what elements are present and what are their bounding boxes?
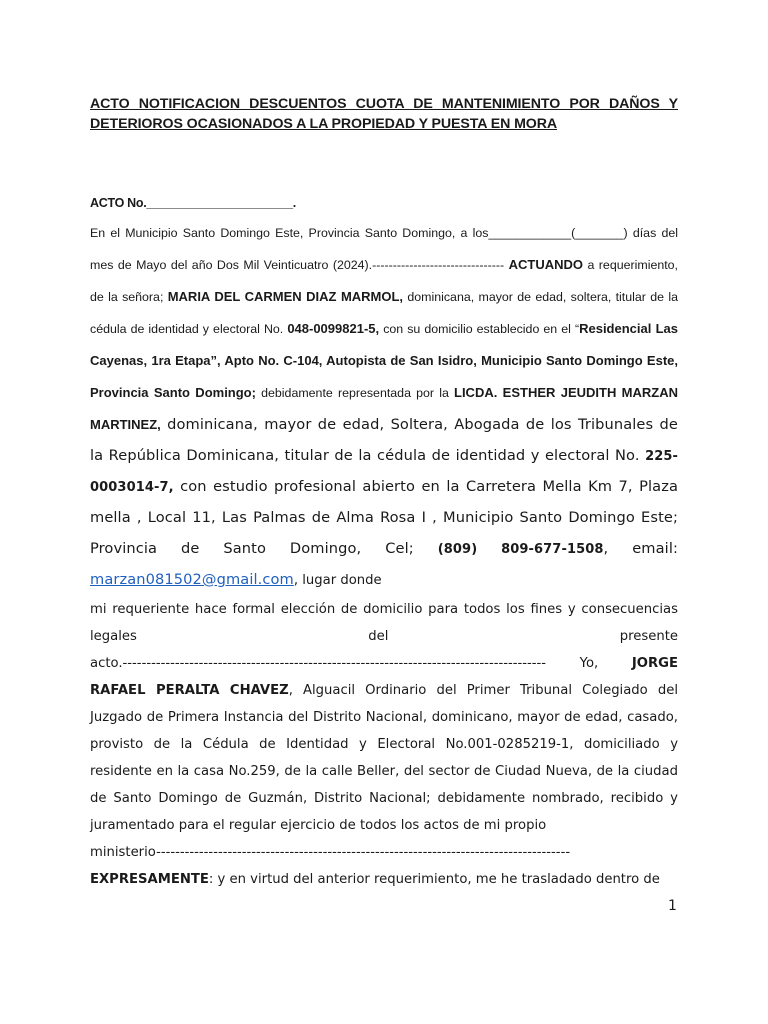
word-del: del (368, 629, 389, 644)
word-yo: Yo, (579, 656, 599, 671)
client-name: MARIA DEL CARMEN DIAZ MARMOL, (167, 289, 404, 304)
domicile-line-3 (90, 650, 678, 677)
lawyer-id: 225-0003014-7, (90, 449, 678, 495)
intro-text-2: a requerimiento, de la señora; (90, 258, 678, 304)
actuando-label: ACTUANDO (508, 257, 584, 272)
lawyer-phone: (809) 809-677-1508 (437, 542, 604, 557)
paragraph-intro (90, 218, 678, 596)
paragraph-domicile (90, 596, 678, 893)
lawyer-text-1: dominicana, mayor de edad, Soltera, Abogada de los Tribunales de la República Dominicana, titular de la cédula de identidad y electoral No. (90, 416, 678, 464)
domicile-line-1: mi requeriente hace formal elección de domicilio para todos los fines y consecuencias (90, 602, 678, 617)
intro-text-1: En el Municipio Santo Domingo Este, Provincia Santo Domingo, a los____________(_______) días del mes de Mayo del año Dos Mil Veinticuatro (2024).-------------------------------- (90, 226, 678, 272)
alguacil-first-name: JORGE (631, 656, 678, 671)
expresamente-line (90, 866, 678, 893)
page-number: 1 (668, 898, 677, 914)
acto-dashes: acto.----------------------------------------------------------------------------------------- (90, 656, 547, 671)
ministerio-line: ministerio--------------------------------------------------------------------------------------- (90, 845, 571, 860)
lawyer-text-4: , lugar donde (293, 573, 382, 588)
alguacil-paragraph (90, 677, 678, 839)
document-page (90, 94, 678, 893)
document-title: ACTO NOTIFICACION DESCUENTOS CUOTA DE MANTENIMIENTO POR DAÑOS Y DETERIOROS OCASIONADOS A LA PROPIEDAD Y PUESTA EN MORA (90, 96, 678, 132)
alguacil-text: , Alguacil Ordinario del Primer Tribunal Colegiado del Juzgado de Primera Instancia del Distrito Nacional, dominicano, mayor de edad, casado, provisto de la Cédula de Identidad y Electoral No.001-0285219-1, domiciliado y residente en la casa No.259, de la calle Beller, del sector de Ciudad Nueva, de la ciudad de Santo Domingo de Guzmán, Distrito Nacional; debidamente nombrado, recibido y juramentado para el regular ejercicio de todos los actos de mi propio (90, 683, 678, 833)
acto-number: ACTO No.______________________. (90, 196, 296, 210)
lawyer-name: LICDA. ESTHER JEUDITH MARZAN MARTINEZ, (90, 385, 678, 432)
alguacil-name: RAFAEL PERALTA CHAVEZ (90, 683, 289, 698)
word-legales: legales (90, 629, 137, 644)
client-address: Residencial Las Cayenas, 1ra Etapa”, Apto No. C-104, Autopista de San Isidro, Municipio Santo Domingo Este, Provincia Santo Domingo; (90, 321, 678, 400)
intro-text-5: debidamente representada por la (255, 386, 454, 400)
word-presente: presente (619, 629, 678, 644)
lawyer-email-link[interactable]: marzan081502@gmail.com (90, 571, 294, 588)
lawyer-text-2: con estudio profesional abierto en la Carretera Mella Km 7, Plaza mella , Local 11, Las Palmas de Alma Rosa I , Municipio Santo Domingo Este; Provincia de Santo Domingo, Cel; (90, 478, 678, 557)
intro-text-3: dominicana, mayor de edad, soltera, titular de la cédula de identidad y electoral No. (90, 290, 678, 336)
expresamente-text: : y en virtud del anterior requerimiento, me he trasladado dentro de (208, 872, 660, 887)
expresamente-label: EXPRESAMENTE (90, 872, 209, 887)
domicile-line-2 (90, 623, 678, 650)
client-id: 048-0099821-5, (287, 321, 380, 336)
lawyer-text-3: , email: (603, 540, 678, 557)
intro-text-4: con su domicilio establecido en el “ (379, 322, 580, 336)
